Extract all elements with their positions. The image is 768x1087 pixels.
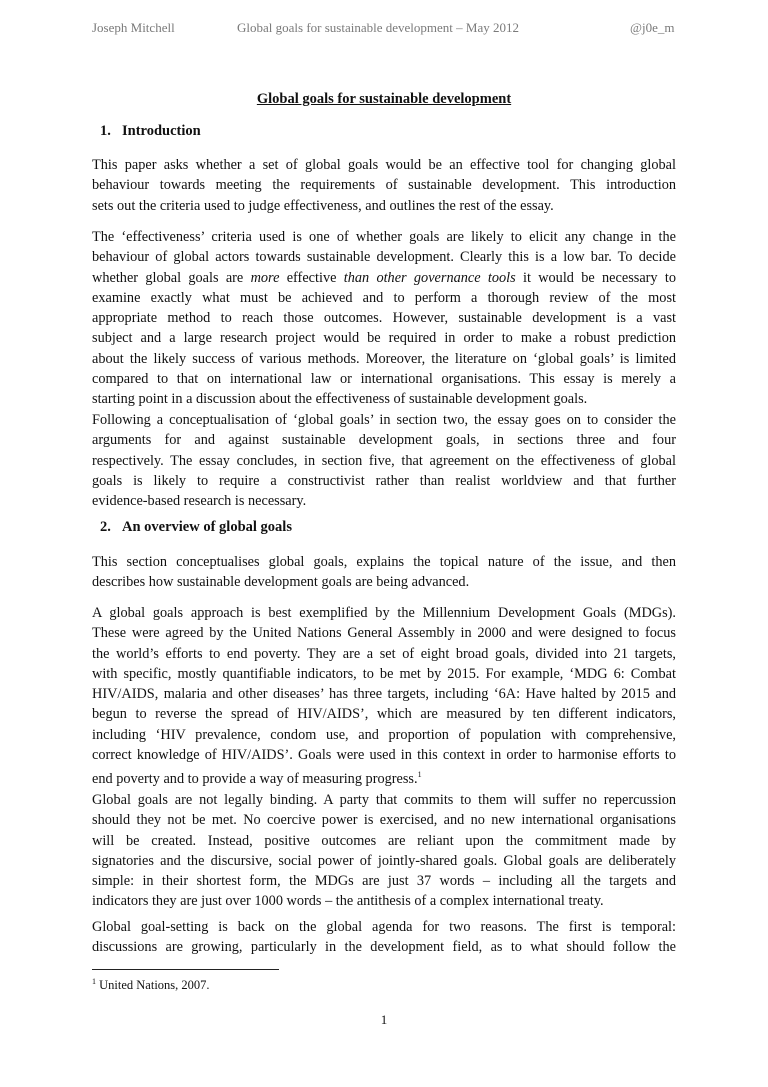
footnote-separator (92, 969, 279, 970)
text-line: HIV/AIDS, malaria and other diseases’ has three targets, including ‘6A: Have halted by 2015 and (92, 686, 676, 703)
text-line: This section conceptualises global goals, explains the topical nature of the issue, and then (92, 554, 676, 570)
text-line: with specific, mostly quantifiable indicators, to be met by 2015. For example, ‘MDG 6: Combat (92, 665, 676, 682)
text-line: goals is likely to require a constructivist rather than realist worldview and that further (92, 472, 676, 489)
text-line: simple: in their shortest form, the MDGs are just 37 words – including all the targets and (92, 873, 676, 890)
heading-text: Introduction (122, 123, 201, 139)
text-line: behaviour towards meeting the requirements of sustainable development. This introduction (92, 177, 676, 194)
paragraph (92, 790, 676, 912)
text-line: A global goals approach is best exemplified by the Millennium Development Goals (MDGs). (92, 605, 676, 621)
paragraph (92, 155, 676, 216)
footnote-text: United Nations, 2007. (96, 978, 210, 993)
text-line (92, 765, 676, 788)
text-line: should they not be met. No coercive power is exercised, and no new international organisations (92, 812, 676, 829)
section-heading (100, 123, 201, 140)
text-line: about the likely success of various methods. Moreover, the literature on ‘global goals’ is limited (92, 350, 676, 367)
text-line: sets out the criteria used to judge effectiveness, and outlines the rest of the essay. (92, 197, 554, 214)
text-line: respectively. The essay concludes, in section five, that agreement on the effectiveness of global (92, 452, 676, 469)
document-title: Global goals for sustainable development (256, 91, 512, 107)
text-line: arguments for and against sustainable development goals, in sections three and four (92, 432, 676, 449)
text-line (92, 268, 676, 288)
text-line: signatories and the discursive, social power of jointly-shared goals. Global goals are deliberately (92, 852, 676, 869)
text-line: will be created. Instead, positive outcomes are reliant upon the commitment made by (92, 832, 676, 849)
italic-text: more (250, 269, 280, 286)
text-line: correct knowledge of HIV/AIDS’. Goals were used in this context in order to harmonise efforts to (92, 747, 676, 764)
text-line: behaviour of global actors towards sustainable development. Clearly this is a low bar. To decide (92, 249, 676, 266)
section-heading (100, 519, 292, 536)
text-line: evidence-based research is necessary. (92, 493, 307, 510)
text-line: compared to that on international law or international organisations. This essay is merely a (92, 371, 676, 388)
text-line: describes how sustainable development goals are being advanced. (92, 574, 470, 591)
text-line: Global goals are not legally binding. A party that commits to them will suffer no repercussion (92, 792, 676, 808)
heading-text: An overview of global goals (122, 519, 292, 535)
paragraph (92, 410, 676, 511)
text-line: indicators they are just over 1000 words – the antithesis of a complex international treaty. (92, 893, 604, 910)
text-line: starting point in a discussion about the effectiveness of sustainable development goals. (92, 391, 588, 408)
text-line: begun to reverse the spread of HIV/AIDS’, which are measured by ten different indicators, (92, 706, 676, 723)
text-segment: it would be necessary to (515, 269, 676, 286)
text-line: These were agreed by the United Nations General Assembly in 2000 and were designed to focus (92, 625, 676, 642)
italic-text: than other governance tools (343, 269, 516, 286)
text-line: appropriate method to reach those outcomes. However, sustainable development is a vast (92, 310, 676, 327)
text-line: including ‘HIV prevalence, condom use, and proportion of population with comprehensive, (92, 726, 676, 743)
text-line: subject and a large research project would be required in order to make a robust prediction (92, 330, 676, 347)
paragraph (92, 917, 676, 958)
header-handle: @j0e_m (630, 20, 675, 35)
paragraph (92, 227, 676, 410)
page-number: 1 (380, 1012, 388, 1027)
text-line: discussions are growing, particularly in the development field, as to what should follow the (92, 939, 676, 956)
text-segment: end poverty and to provide a way of measuring progress. (92, 771, 418, 788)
text-line: This paper asks whether a set of global goals would be an effective tool for changing global (92, 157, 676, 173)
text-line: The ‘effectiveness’ criteria used is one of whether goals are likely to elicit any change in the (92, 229, 676, 245)
text-segment: effective (279, 269, 344, 286)
text-segment: whether global goals are (92, 269, 251, 286)
paragraph (92, 603, 676, 786)
text-line: the world’s efforts to end poverty. They are a set of eight broad goals, divided into 21 targets, (92, 645, 676, 662)
header-author: Joseph Mitchell (92, 20, 175, 35)
heading-number: 1. (100, 123, 111, 139)
footnote (92, 977, 210, 993)
header-doc-title: Global goals for sustainable development – May 2012 (237, 20, 519, 35)
footnote-reference: 1 (417, 770, 422, 780)
footnote-mark: 1 (92, 977, 96, 986)
paragraph (92, 552, 676, 593)
text-line: Global goal-setting is back on the global agenda for two reasons. The first is temporal: (92, 919, 676, 935)
heading-number: 2. (100, 519, 111, 535)
text-line: Following a conceptualisation of ‘global goals’ in section two, the essay goes on to consider the (92, 412, 676, 428)
text-line: examine exactly what must be achieved and to perform a thorough review of the most (92, 289, 676, 306)
